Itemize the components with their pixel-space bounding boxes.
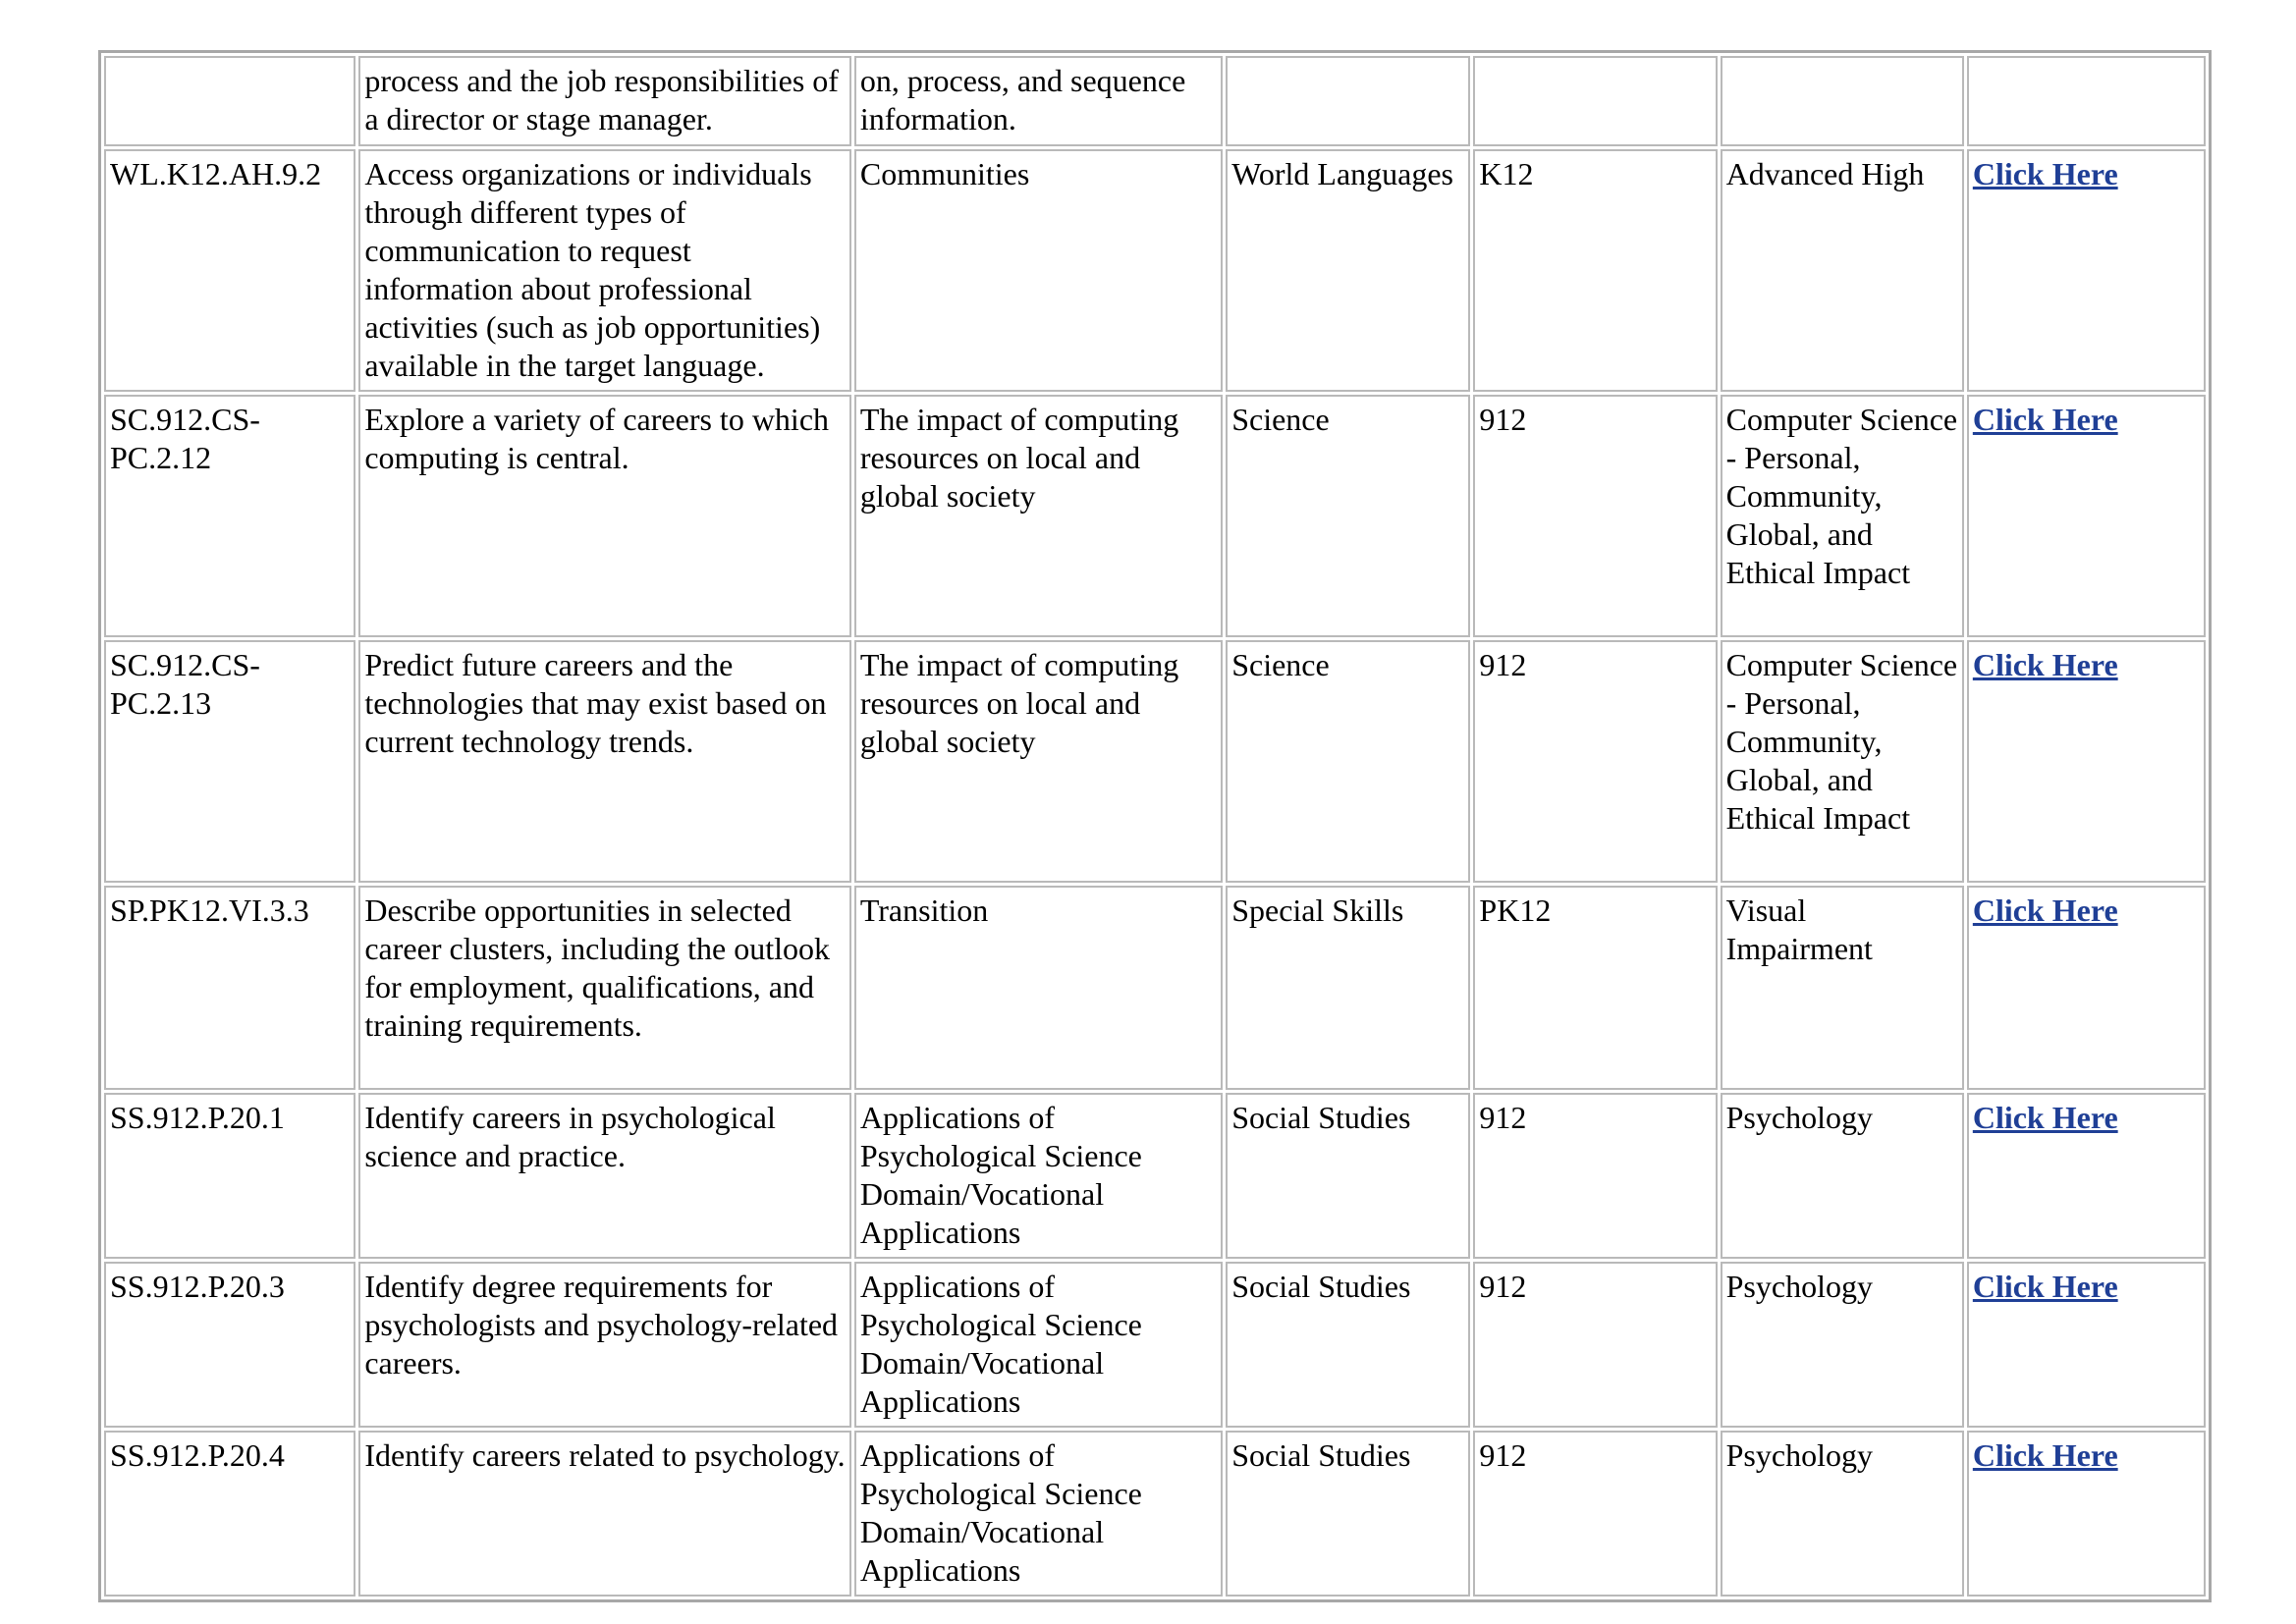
- benchmark-subject: Science: [1226, 395, 1470, 637]
- table-row: [104, 640, 2206, 883]
- benchmark-code: SS.912.P.20.3: [104, 1262, 355, 1428]
- benchmark-strand: Transition: [854, 886, 1223, 1090]
- table-row: [104, 886, 2206, 1090]
- benchmark-course: Psychology: [1721, 1262, 1964, 1428]
- table-row: [104, 395, 2206, 637]
- benchmark-grade: [1473, 56, 1717, 146]
- benchmark-link-cell: [1967, 149, 2206, 392]
- benchmark-link-cell: [1967, 886, 2206, 1090]
- standards-table: [98, 50, 2212, 1602]
- benchmark-strand: on, process, and sequence information.: [854, 56, 1223, 146]
- benchmark-strand: Communities: [854, 149, 1223, 392]
- benchmark-description: process and the job responsibilities of a director or stage manager.: [358, 56, 851, 146]
- benchmark-subject: Social Studies: [1226, 1093, 1470, 1259]
- benchmark-link-cell: [1967, 395, 2206, 637]
- benchmark-strand: The impact of computing resources on local and global society: [854, 395, 1223, 637]
- benchmark-grade: 912: [1473, 1431, 1717, 1597]
- benchmark-description: Explore a variety of careers to which computing is central.: [358, 395, 851, 637]
- benchmark-code: SS.912.P.20.1: [104, 1093, 355, 1259]
- benchmark-subject: Social Studies: [1226, 1431, 1470, 1597]
- benchmark-subject: [1226, 56, 1470, 146]
- benchmark-course: Advanced High: [1721, 149, 1964, 392]
- benchmark-subject: Special Skills: [1226, 886, 1470, 1090]
- benchmark-strand: Applications of Psychological Science Domain/Vocational Applications: [854, 1093, 1223, 1259]
- click-here-link[interactable]: Click Here: [1972, 1100, 2118, 1135]
- benchmark-code: SC.912.CS-PC.2.13: [104, 640, 355, 883]
- click-here-link[interactable]: Click Here: [1972, 893, 2118, 928]
- benchmark-strand: Applications of Psychological Science Domain/Vocational Applications: [854, 1262, 1223, 1428]
- benchmark-grade: 912: [1473, 1262, 1717, 1428]
- benchmark-code: SP.PK12.VI.3.3: [104, 886, 355, 1090]
- click-here-link[interactable]: Click Here: [1972, 1269, 2118, 1304]
- table-row: [104, 1431, 2206, 1597]
- benchmark-link-cell: [1967, 640, 2206, 883]
- benchmark-course: Visual Impairment: [1721, 886, 1964, 1090]
- click-here-link[interactable]: Click Here: [1972, 647, 2118, 682]
- benchmark-strand: Applications of Psychological Science Domain/Vocational Applications: [854, 1431, 1223, 1597]
- benchmark-grade: 912: [1473, 395, 1717, 637]
- benchmark-course: Computer Science - Personal, Community, Global, and Ethical Impact: [1721, 395, 1964, 637]
- benchmark-course: Psychology: [1721, 1093, 1964, 1259]
- benchmark-course: Psychology: [1721, 1431, 1964, 1597]
- benchmark-description: Access organizations or individuals through different types of communication to request information about professional activities (such as job opportunities) available in the target language.: [358, 149, 851, 392]
- benchmark-link-cell: [1967, 1262, 2206, 1428]
- table-row: [104, 1262, 2206, 1428]
- benchmark-code: [104, 56, 355, 146]
- click-here-link[interactable]: Click Here: [1972, 156, 2118, 191]
- benchmark-description: Identify careers in psychological science and practice.: [358, 1093, 851, 1259]
- table-row: [104, 56, 2206, 146]
- table-row: [104, 149, 2206, 392]
- benchmark-grade: 912: [1473, 640, 1717, 883]
- benchmark-grade: K12: [1473, 149, 1717, 392]
- benchmark-subject: Social Studies: [1226, 1262, 1470, 1428]
- click-here-link[interactable]: Click Here: [1972, 402, 2118, 437]
- benchmark-code: SS.912.P.20.4: [104, 1431, 355, 1597]
- table-row: [104, 1093, 2206, 1259]
- benchmark-description: Identify careers related to psychology.: [358, 1431, 851, 1597]
- benchmark-link-cell: [1967, 1093, 2206, 1259]
- benchmark-link-cell: [1967, 1431, 2206, 1597]
- benchmark-code: SC.912.CS-PC.2.12: [104, 395, 355, 637]
- benchmark-grade: PK12: [1473, 886, 1717, 1090]
- benchmark-course: [1721, 56, 1964, 146]
- benchmark-grade: 912: [1473, 1093, 1717, 1259]
- benchmark-course: Computer Science - Personal, Community, Global, and Ethical Impact: [1721, 640, 1964, 883]
- benchmark-strand: The impact of computing resources on local and global society: [854, 640, 1223, 883]
- benchmark-link-cell: [1967, 56, 2206, 146]
- benchmark-description: Identify degree requirements for psychologists and psychology-related careers.: [358, 1262, 851, 1428]
- benchmark-code: WL.K12.AH.9.2: [104, 149, 355, 392]
- benchmark-description: Predict future careers and the technologies that may exist based on current technology trends.: [358, 640, 851, 883]
- benchmark-subject: World Languages: [1226, 149, 1470, 392]
- benchmark-subject: Science: [1226, 640, 1470, 883]
- benchmark-description: Describe opportunities in selected career clusters, including the outlook for employment, qualifications, and training requirements.: [358, 886, 851, 1090]
- click-here-link[interactable]: Click Here: [1972, 1437, 2118, 1473]
